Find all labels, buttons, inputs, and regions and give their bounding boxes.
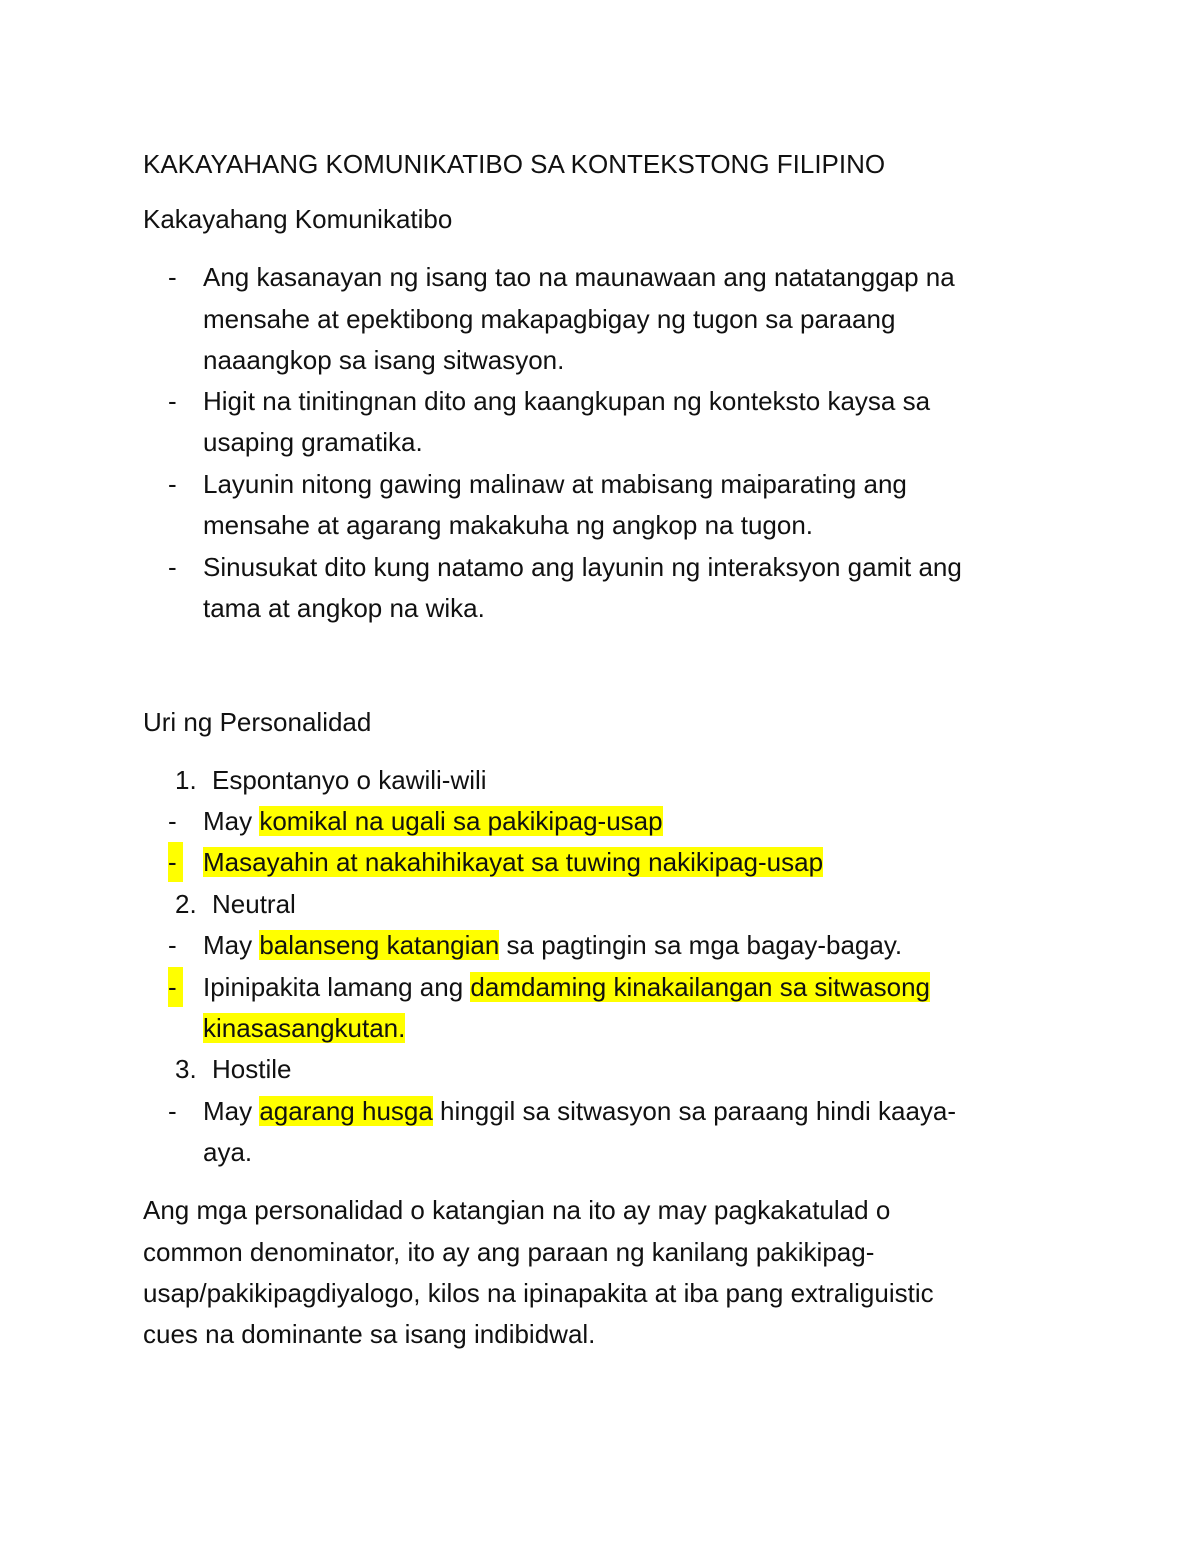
bullet-dash: -	[168, 930, 177, 960]
item-label: Espontanyo o kawili-wili	[212, 765, 487, 795]
bullet-dash: -	[168, 469, 177, 499]
bullet-dash: -	[168, 842, 183, 882]
bullet-dash: -	[168, 552, 177, 582]
bullet-dash: -	[168, 262, 177, 292]
highlighted-text: damdaming kinakailangan sa sitwasong	[470, 972, 931, 1002]
highlighted-text: komikal na ugali sa pakikipag-usap	[259, 806, 663, 836]
highlighted-text: agarang husga	[259, 1096, 433, 1126]
item-label: Hostile	[212, 1054, 292, 1084]
bullet-dash: -	[168, 806, 177, 836]
bullet-dash: -	[168, 1096, 177, 1126]
bullet-dash: -	[168, 386, 177, 416]
item-number: 1.	[175, 765, 197, 795]
highlighted-text: kinasasangkutan.	[203, 1013, 406, 1043]
highlighted-text: Masayahin at nakahihikayat sa tuwing nakikipag-usap	[203, 847, 824, 877]
item-number: 2.	[175, 889, 197, 919]
item-number: 3.	[175, 1054, 197, 1084]
item-label: Neutral	[212, 889, 296, 919]
document-page: KAKAYAHANG KOMUNIKATIBO SA KONTEKSTONG FILIPINO Kakayahang Komunikatibo - Ang kasanayan ng isang tao na maunawaan ang natatanggap na mensahe at epektibong makapagbigay ng tugon sa paraang naaangkop sa isang sitwasyon. - Higit na tinitingnan dito ang kaangkupan ng konteksto kaysa sa usaping gramatika. - Layunin nitong gawing malinaw at mabisang maiparating ang mensahe at agarang makakuha ng angkop na tugon. - Sinusukat dito kung natamo ang layunin ng interaksyon gamit ang tama at angkop na wika. Uri ng Personalidad 1. Espontanyo o kawili-wili - May komikal na ugali sa pakikipag-usap - Masayahin at nakahihikayat sa tuwing nakikipag-usap 2. Neutral - May balanseng katangian sa pagtingin sa mga bagay-bagay. - Ipinipakita lamang ang damdaming kinakailangan sa sitwasong kinasasangkutan. 3. Hostile - May agarang husga hinggil sa sitwasyon sa paraang hindi kaaya- aya. Ang mga personalidad o katangian na ito ay may pagkakatulad o common denominator, ito ay ang paraan ng kanilang pakikipag- usap/pakikipagdiyalogo, kilos na ipinapakita at iba pang extraliguistic cues na dominante sa isang indibidwal.	[143, 149, 962, 1349]
bullet-dash: -	[168, 967, 183, 1007]
highlighted-text: balanseng katangian	[259, 930, 500, 960]
